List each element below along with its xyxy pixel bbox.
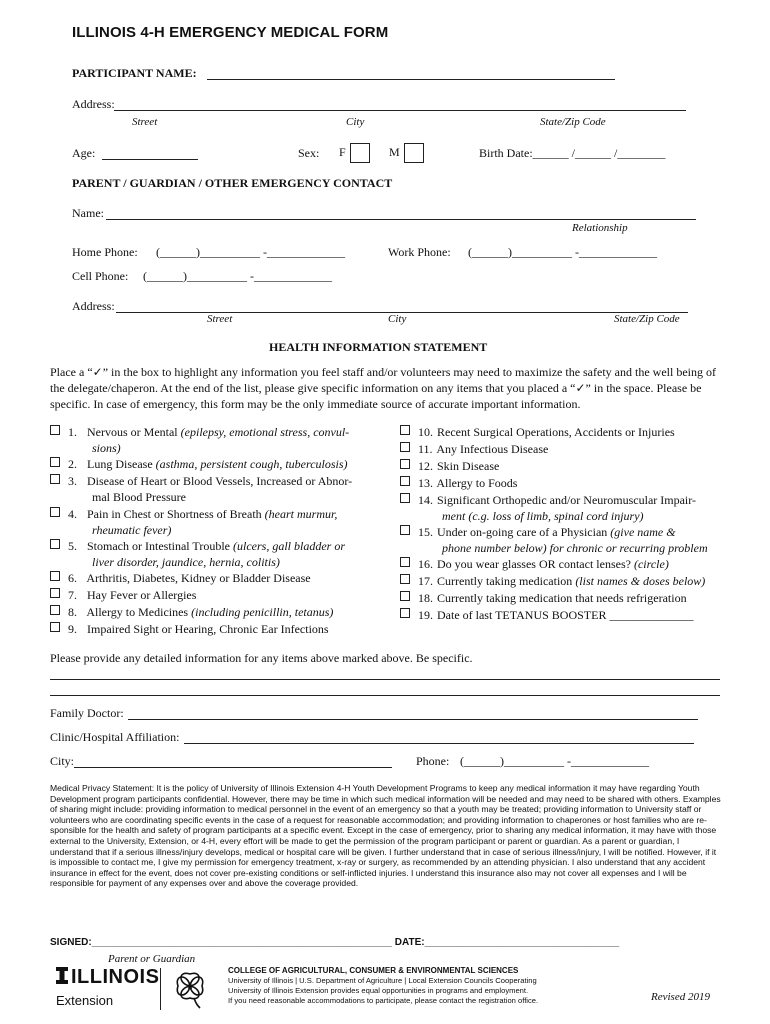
relationship-caption: Relationship <box>572 222 628 234</box>
footer-line-1: University of Illinois | U.S. Department of Agriculture | Local Extension Councils Cooperating <box>228 976 537 985</box>
address-field[interactable] <box>114 110 686 111</box>
birth-date-slots: ______ /______ /________ <box>532 146 666 160</box>
health-item-checkbox[interactable] <box>50 571 60 581</box>
illinois-logo <box>56 966 159 989</box>
health-item-checkbox[interactable] <box>400 608 410 618</box>
health-item-number: 4. <box>68 507 77 521</box>
health-item-text: Any Infectious Disease <box>436 442 549 456</box>
health-item-text: Recent Surgical Operations, Accidents or Injuries <box>437 425 675 439</box>
detail-prompt: Please provide any detailed information for any items above marked above. Be specific. <box>50 651 473 665</box>
health-item-note: (list names & doses below) <box>575 574 706 588</box>
health-item-note: (epilepsy, emotional stress, convul- <box>180 425 350 439</box>
street-caption: Street <box>132 116 158 128</box>
health-item-text: Arthritis, Diabetes, Kidney or Bladder Disease <box>86 571 311 585</box>
health-item <box>400 441 730 457</box>
health-item-note: (ulcers, gall bladder or <box>233 539 345 553</box>
age-label: Age: <box>72 146 96 160</box>
health-item-checkbox[interactable] <box>50 474 60 484</box>
work-phone-label: Work Phone: <box>388 245 451 259</box>
health-item-note: (circle) <box>633 557 669 571</box>
health-item <box>50 621 390 637</box>
health-item-checkbox[interactable] <box>400 574 410 584</box>
contact-street-caption: Street <box>207 313 233 325</box>
cell-phone-label: Cell Phone: <box>72 269 129 283</box>
health-item-note: (give name & <box>610 525 676 539</box>
health-item-number: 11. <box>418 442 433 456</box>
clinic-label: Clinic/Hospital Affiliation: <box>50 730 180 744</box>
health-item <box>50 456 390 472</box>
logo-name: ILLINOIS <box>71 966 160 988</box>
health-item-number: 10. <box>418 425 433 439</box>
health-item-continuation: ment (c.g. loss of limb, spinal cord injury) <box>442 509 644 523</box>
4-h-clover-icon <box>170 966 210 1010</box>
sex-male-option[interactable] <box>389 143 424 163</box>
health-item <box>400 492 730 524</box>
contact-name-field[interactable] <box>106 219 696 220</box>
health-item-text: Hay Fever or Allergies <box>87 588 197 602</box>
contact-address-label: Address: <box>72 299 115 313</box>
health-item <box>400 590 730 606</box>
health-item-checkbox[interactable] <box>400 525 410 535</box>
health-item <box>50 604 390 620</box>
health-item-text: Allergy to Medicines <box>86 605 192 619</box>
home-phone-label: Home Phone: <box>72 245 138 259</box>
work-phone-field[interactable]: (______)__________ -_____________ <box>468 245 657 259</box>
health-item <box>400 607 730 623</box>
health-item-number: 9. <box>68 622 77 636</box>
revised-date: Revised 2019 <box>651 991 710 1003</box>
cell-phone-field[interactable]: (______)__________ -_____________ <box>143 269 332 283</box>
contact-name-label: Name: <box>72 206 104 220</box>
city-caption: City <box>346 116 365 128</box>
footer-line-2: University of Illinois Extension provides equal opportunities in programs and employment. <box>228 986 529 995</box>
health-instructions: Place a “✓” in the box to highlight any information you feel staff and/or volunteers may need to maximize the safety and the well being of the delegate/chaperon. At the end of the list, please give specific information on any items that you placed a “✓” in the space. Please be specific. In case of emergency, this form may be the only immediate source of accurate important information. <box>50 365 716 411</box>
sex-male-label: M <box>389 144 400 159</box>
health-item-checkbox[interactable] <box>50 457 60 467</box>
health-item-number: 16. <box>418 557 433 571</box>
health-item-continuation: rheumatic fever) <box>92 523 172 537</box>
health-item <box>400 475 730 491</box>
health-item-number: 8. <box>68 605 77 619</box>
health-item-checkbox[interactable] <box>50 507 60 517</box>
doctor-phone-label: Phone: <box>416 754 450 768</box>
health-item-text: Stomach or Intestinal Trouble <box>87 539 233 553</box>
page-title: ILLINOIS 4-H EMERGENCY MEDICAL FORM <box>72 24 389 41</box>
doctor-phone-field[interactable]: (______)__________ -_____________ <box>460 754 649 768</box>
health-item-text: Lung Disease <box>87 457 156 471</box>
health-item <box>50 506 390 538</box>
sex-male-checkbox[interactable] <box>404 143 424 163</box>
signed-line[interactable]: ______________________________________________________ <box>91 937 392 948</box>
sex-label: Sex: <box>298 146 320 160</box>
health-item-checkbox[interactable] <box>50 622 60 632</box>
health-item-checkbox[interactable] <box>50 605 60 615</box>
health-heading: HEALTH INFORMATION STATEMENT <box>269 340 488 354</box>
signature-row <box>50 937 619 948</box>
address-label: Address: <box>72 97 115 111</box>
clinic-field[interactable] <box>184 743 694 744</box>
health-item-number: 14. <box>418 493 433 507</box>
block-i-icon <box>56 967 68 984</box>
participant-name-label: PARTICIPANT NAME: <box>72 66 197 80</box>
health-item-continuation: sions) <box>92 441 121 455</box>
contact-city-caption: City <box>388 313 407 325</box>
date-line[interactable]: ___________________________________ <box>424 937 620 948</box>
health-item-text: Pain in Chest or Shortness of Breath <box>87 507 265 521</box>
age-field[interactable] <box>102 159 198 160</box>
health-item-checkbox[interactable] <box>400 557 410 567</box>
health-item-text: Disease of Heart or Blood Vessels, Increased or Abnor- <box>87 474 353 488</box>
health-item <box>400 424 730 440</box>
date-label: DATE: <box>394 937 425 948</box>
health-item-number: 13. <box>418 476 433 490</box>
health-item <box>50 538 390 570</box>
footer-text <box>228 966 538 1006</box>
health-item-continuation: phone number below) for chronic or recurring problem <box>442 541 708 555</box>
health-item-checkbox[interactable] <box>50 539 60 549</box>
health-item-checkbox[interactable] <box>400 591 410 601</box>
logo-divider <box>160 968 161 1010</box>
health-item-number: 5. <box>68 539 77 553</box>
privacy-statement: Medical Privacy Statement: It is the policy of University of Illinois Extension 4-H Youth Development Programs to keep any medical information it may have regarding Youth Development program participants confidential. However, there may be time in which such medical information will be needed and may need to be shared with others. Examples of sharing might include: providing information to medical personnel in the event of an emergency so that a youth may be treated; providing information to University staff or volunteers who are coordinating specific events in the case of a request for reasonable accommodation; and providing information to chaperones or host families who are re-sponsible for the health and safety of program participants at a specific event. Except in the case of emergency, prior to sharing any medical information, it may have with those external to the University, Extension, or 4-H, every effort will be made to get the permission of the program participant or parent or guardian. As a parent or guardian, I understand that if a serious illness/injury develops, medical or hospital care will be given. I further understand that in case of serious illness/injury, I will be notified. However, if it is impossible to contact me, I give my permission for emergency treatment, x-ray or surgery, as recommended by an attending physician. I also understand that any accident insurance in effect for the event, does not cover pre-existing conditions or self-inflicted injuries. I understand this insurance also may not cover all expenses and I will be responsible for payment of any expenses over and above the coverage provided. <box>50 783 721 889</box>
health-item-text: Impaired Sight or Hearing, Chronic Ear Infections <box>87 622 329 636</box>
health-item-note: (including penicillin, tetanus) <box>191 605 334 619</box>
signed-label: SIGNED: <box>50 937 92 948</box>
health-item <box>400 556 730 572</box>
detail-line-1[interactable] <box>50 679 720 680</box>
health-item <box>400 573 730 589</box>
health-item-number: 7. <box>68 588 77 602</box>
health-item-number: 12. <box>418 459 433 473</box>
health-item-checkbox[interactable] <box>400 493 410 503</box>
contact-heading: PARENT / GUARDIAN / OTHER EMERGENCY CONTACT <box>72 176 393 190</box>
health-item-checkbox[interactable] <box>400 459 410 469</box>
sex-female-checkbox[interactable] <box>350 143 370 163</box>
health-item-text: Allergy to Foods <box>436 476 518 490</box>
health-item-note: (heart murmur, <box>264 507 338 521</box>
health-item-checkbox[interactable] <box>50 425 60 435</box>
home-phone-field[interactable]: (______)__________ -_____________ <box>156 245 345 259</box>
health-item-checkbox[interactable] <box>400 442 410 452</box>
health-item-continuation: liver disorder, jaundice, hernia, colitis) <box>92 555 280 569</box>
sex-female-option[interactable] <box>339 143 370 163</box>
health-item <box>50 424 390 456</box>
detail-line-2[interactable] <box>50 695 720 696</box>
health-item-number: 15. <box>418 525 433 539</box>
sex-female-label: F <box>339 144 346 159</box>
health-item <box>50 570 390 586</box>
health-item-number: 3. <box>68 474 77 488</box>
health-item-checkbox[interactable] <box>400 425 410 435</box>
health-item-text: Nervous or Mental <box>87 425 181 439</box>
health-item-text: Date of last TETANUS BOOSTER ______________ <box>437 608 694 622</box>
logo-sub: Extension <box>56 993 114 1008</box>
svg-text:H: H <box>187 985 193 991</box>
health-item-text: Significant Orthopedic and/or Neuromuscular Impair- <box>437 493 697 507</box>
health-item-number: 18. <box>418 591 433 605</box>
health-item <box>400 458 730 474</box>
health-item-number: 19. <box>418 608 433 622</box>
birth-date-label: Birth Date: <box>479 146 533 160</box>
health-item-text: Currently taking medication <box>437 574 576 588</box>
doctor-city-label: City: <box>50 754 75 768</box>
health-item <box>50 587 390 603</box>
health-item-continuation: mal Blood Pressure <box>92 490 186 504</box>
health-item-number: 2. <box>68 457 77 471</box>
health-item-number: 6. <box>68 571 77 585</box>
doctor-city-field[interactable] <box>74 767 392 768</box>
health-item-text: Do you wear glasses OR contact lenses? <box>437 557 634 571</box>
state-zip-caption: State/Zip Code <box>540 116 606 128</box>
health-item-text: Under on-going care of a Physician <box>437 525 611 539</box>
health-item <box>50 473 390 505</box>
health-item-note: (asthma, persistent cough, tuberculosis) <box>155 457 348 471</box>
contact-state-zip-caption: State/Zip Code <box>614 313 680 325</box>
birth-date-field[interactable] <box>479 146 665 161</box>
health-item-text: Currently taking medication that needs refrigeration <box>437 591 687 605</box>
health-item <box>400 524 730 556</box>
health-item-checkbox[interactable] <box>400 476 410 486</box>
family-doctor-field[interactable] <box>128 719 698 720</box>
college-name: COLLEGE OF AGRICULTURAL, CONSUMER & ENVIRONMENTAL SCIENCES <box>228 966 519 975</box>
family-doctor-label: Family Doctor: <box>50 706 124 720</box>
participant-name-field[interactable] <box>207 79 615 80</box>
health-item-text: Skin Disease <box>437 459 500 473</box>
health-item-number: 17. <box>418 574 433 588</box>
health-item-number: 1. <box>68 425 77 439</box>
footer-line-3: If you need reasonable accommodations to participate, please contact the registration office. <box>228 996 539 1005</box>
parent-guardian-caption: Parent or Guardian <box>108 953 196 965</box>
health-item-checkbox[interactable] <box>50 588 60 598</box>
